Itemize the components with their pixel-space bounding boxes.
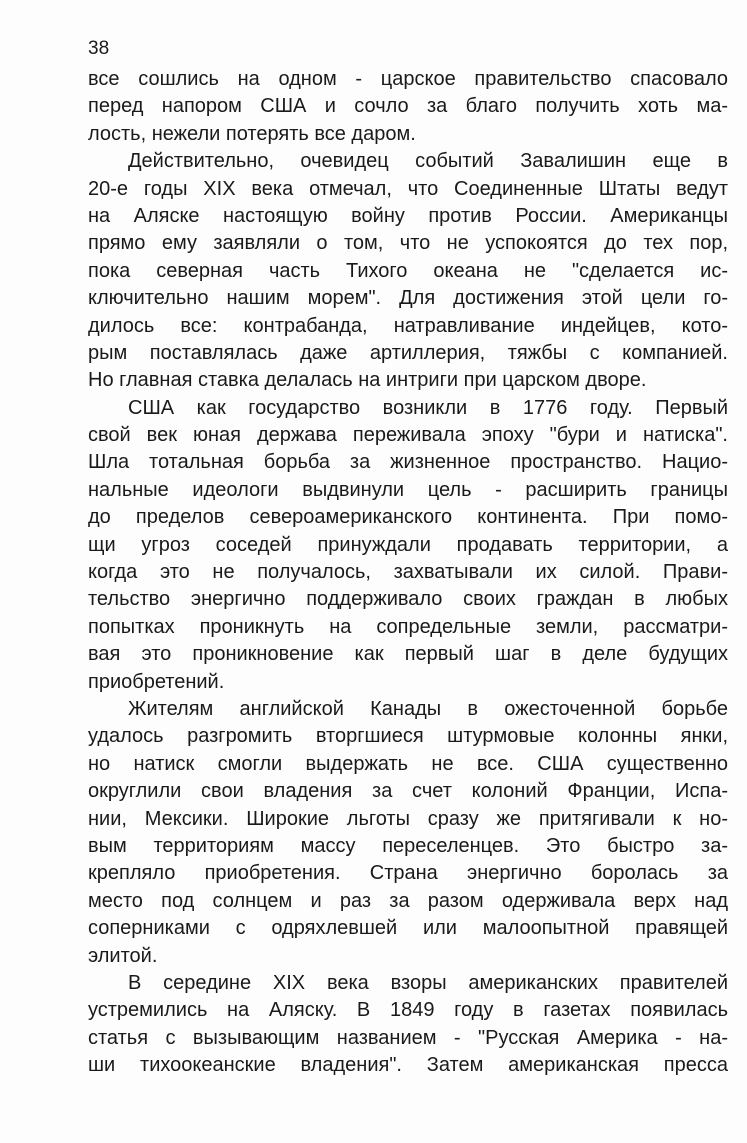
text-line: США как государство возникли в 1776 году. Первый <box>128 396 728 419</box>
text-line: прямо ему заявляли о том, что не успокоятся до тех пор, <box>88 232 728 255</box>
text-line: приобретений. <box>88 670 225 693</box>
text-line: но натиск смогли выдержать не все. США существенно <box>88 752 728 775</box>
text-line: ши тихоокеанские владения". Затем американская пресса <box>88 1054 728 1077</box>
text-line: статья с вызывающим названием - "Русская Америка - на- <box>88 1026 728 1049</box>
text-line: 20-е годы XIX века отмечал, что Соединенные Штаты ведут <box>88 177 728 200</box>
text-line: округлили свои владения за счет колоний Франции, Испа- <box>88 780 728 803</box>
text-line: вым территориям массу переселенцев. Это быстро за- <box>88 834 728 857</box>
text-line: попытках проникнуть на сопредельные земли, рассматри- <box>88 615 728 638</box>
text-line: элитой. <box>88 944 158 967</box>
text-line: перед напором США и сочло за благо получить хоть ма- <box>88 95 728 118</box>
text-line: соперниками с одряхлевшей или малоопытной правящей <box>88 917 728 940</box>
text-line: место под солнцем и раз за разом одерживала верх над <box>88 889 728 912</box>
text-line: лость, нежели потерять все даром. <box>88 122 416 145</box>
text-line: до пределов североамериканского континента. При помо- <box>88 506 728 529</box>
text-line: Действительно, очевидец событий Завалишин еще в <box>128 150 728 173</box>
text-line: Жителям английской Канады в ожесточенной борьбе <box>128 697 728 720</box>
text-line: нии, Мексики. Широкие льготы сразу же притягивали к но- <box>88 807 728 830</box>
text-line: нальные идеологи выдвинули цель - расширить границы <box>88 478 728 501</box>
text-line: щи угроз соседей принуждали продавать территории, а <box>88 533 728 556</box>
text-line: ключительно нашим морем". Для достижения этой цели го- <box>88 287 728 310</box>
text-line: на Аляске настоящую войну против России. Американцы <box>88 204 728 227</box>
text-line: свой век юная держава переживала эпоху "бури и натиска". <box>88 424 728 447</box>
text-line: Но главная ставка делалась на интриги при царском дворе. <box>88 369 647 392</box>
text-line: когда это не получалось, захватывали их силой. Прави- <box>88 561 728 584</box>
text-line: дилось все: контрабанда, натравливание индейцев, кото- <box>88 314 728 337</box>
text-line: устремились на Аляску. В 1849 году в газетах появилась <box>88 999 728 1022</box>
text-line: пока северная часть Тихого океана не "сделается ис- <box>88 259 728 282</box>
text-body <box>88 66 728 1079</box>
page-number: 38 <box>88 38 110 59</box>
text-line: В середине XIX века взоры американских правителей <box>128 971 728 994</box>
text-line: все сошлись на одном - царское правительство спасовало <box>88 68 728 90</box>
text-line: Шла тотальная борьба за жизненное пространство. Нацио- <box>88 451 728 474</box>
text-line: тельство энергично поддерживало своих граждан в любых <box>88 588 728 611</box>
text-line: крепляло приобретения. Страна энергично боролась за <box>88 862 728 885</box>
text-line: удалось разгромить вторгшиеся штурмовые колонны янки, <box>88 725 728 748</box>
text-line: рым поставлялась даже артиллерия, тяжбы с компанией. <box>88 341 728 364</box>
text-line: вая это проникновение как первый шаг в деле будущих <box>88 643 728 666</box>
